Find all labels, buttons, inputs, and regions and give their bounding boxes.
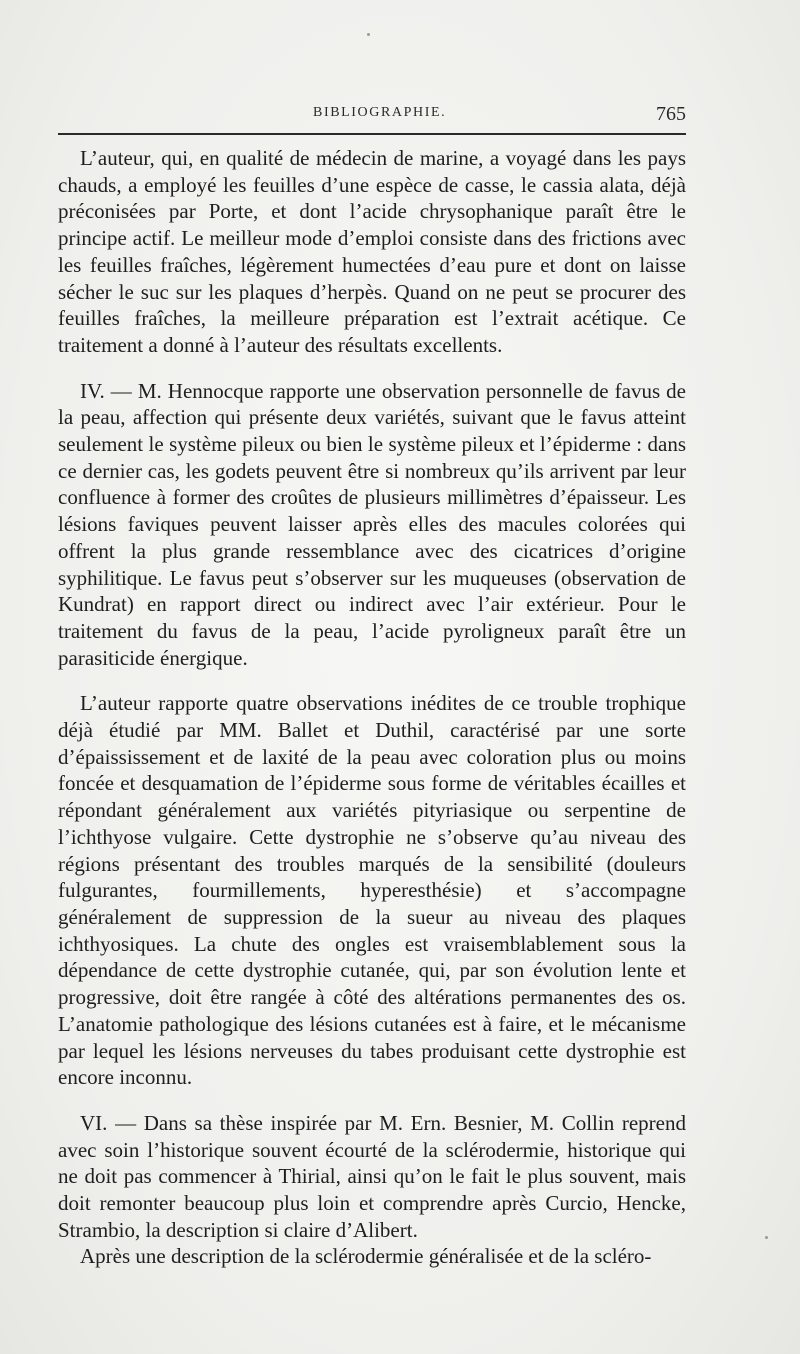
paragraph-cassia-alata: L’auteur, qui, en qualité de médecin de marine, a voyagé dans les pays chauds, a employé les feuilles d’une espèce de casse, le cassia alata, déjà préconisées par Porte, et dont l’acide chrysophanique paraît être le principe actif. Le meilleur mode d’emploi consiste dans des frictions avec les feuilles fraîches, légèrement humectées d’eau pure et dont on laisse sécher le suc sur les plaques d’herpès. Quand on ne peut se procurer des feuilles fraîches, la meilleure préparation est l’extrait acétique. Ce traitement a donné à l’auteur des résultats excellents. (58, 146, 686, 357)
paper-speck (765, 1236, 768, 1239)
body-text (58, 145, 686, 1270)
paper-speck (367, 33, 370, 36)
page-header (58, 103, 686, 127)
paragraph-dystrophie: L’auteur rapporte quatre observations inédites de ce trouble trophique déjà étudié par MM. Ballet et Duthil, caractérisé par une sorte d’épaississement et de laxité de la peau avec coloration plus ou moins foncée et desquamation de l’épiderme sous forme de véritables écailles et répondant généralement aux variétés pityriasique ou serpentine de l’ichthyose vulgaire. Cette dystrophie ne s’observe qu’au niveau des régions présentant des troubles marqués de la sensibilité (douleurs fulgurantes, fourmillements, hyperesthésie) et s’accompagne généralement de suppression de la sueur au niveau des plaques ichthyosiques. La chute des ongles est vraisemblablement sous la dépendance de cette dystrophie cutanée, qui, par son évolution lente et progressive, doit être rangée à côté des altérations permanentes des os. L’anatomie pathologique des lésions cutanées est à faire, et le mécanisme par lequel les lésions nerveuses du tabes produisant cette dystrophie est encore inconnu. (58, 691, 686, 1090)
running-head: BIBLIOGRAPHIE. (313, 105, 447, 120)
header-rule (58, 133, 686, 135)
paragraph-favus: IV. — M. Hennocque rapporte une observation personnelle de favus de la peau, affection qui présente deux variétés, suivant que le favus atteint seulement le système pileux ou bien le système pileux et l’épiderme : dans ce dernier cas, les godets peuvent être si nombreux qu’ils arrivent par leur confluence à former des croûtes de plusieurs millimètres d’épaisseur. Les lésions faviques peuvent laisser après elles des macules colorées qui offrent la plus grande ressemblance avec des cicatrices d’origine syphilitique. Le favus peut s’observer sur les muqueuses (observation de Kundrat) en rapport direct ou indirect avec l’air extérieur. Pour le traitement du favus de la peau, l’acide pyroligneux paraît être un parasiticide énergique. (58, 378, 686, 670)
page-number: 765 (656, 103, 686, 125)
paragraph-sclerodermie: VI. — Dans sa thèse inspirée par M. Ern. Besnier, M. Collin reprend avec soin l’historique souvent écourté de la sclérodermie, historique qui ne doit pas commencer à Thirial, ainsi qu’on le fait le plus souvent, mais doit remonter beaucoup plus loin et comprendre après Curcio, Hencke, Strambio, la description si claire d’Alibert. (58, 1110, 686, 1242)
paragraph-sclerodermie-description: Après une description de la sclérodermie généralisée et de la scléro- (80, 1244, 652, 1269)
